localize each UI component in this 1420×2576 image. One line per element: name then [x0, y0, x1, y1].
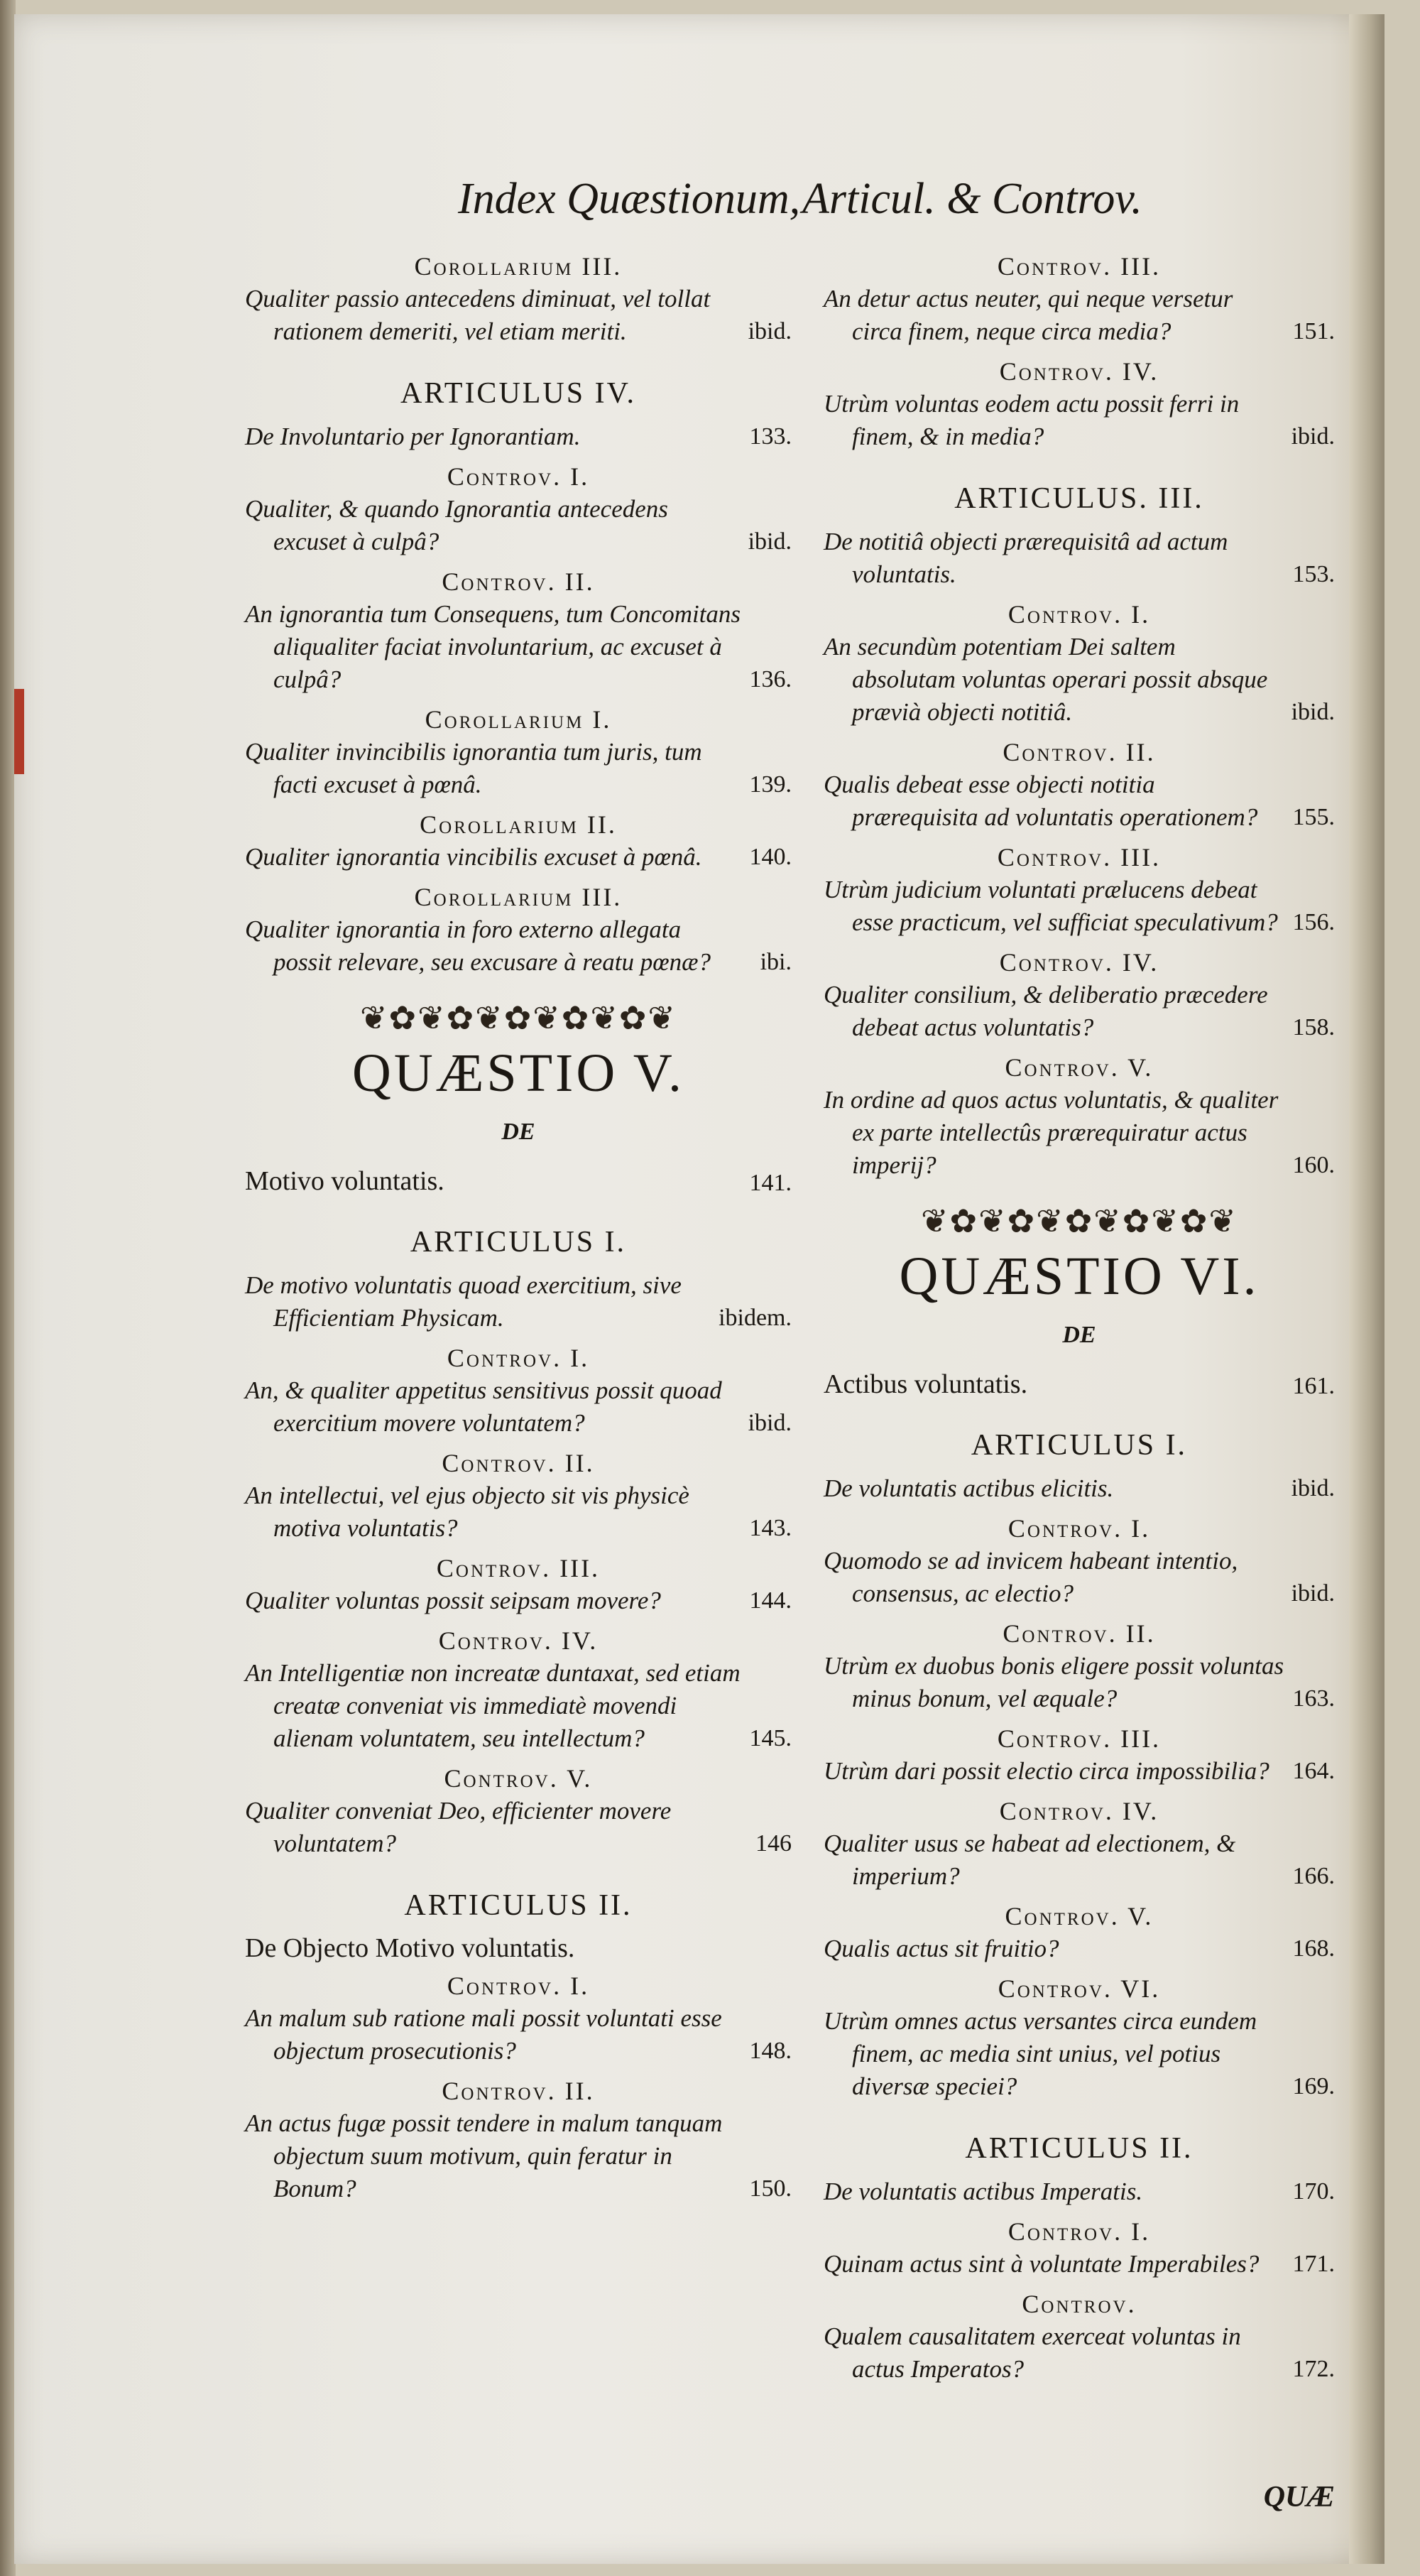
entry-text: Utrùm omnes actus versantes circa eundem finem, ac media sint unius, vel potius diversæ speciei? — [824, 2007, 1257, 2100]
entry-text: An Intelligentiæ non increatæ duntaxat, sed etiam creatæ conveniat vis immediatè movendi alienam voluntatem, seu intellectum? — [245, 1659, 741, 1752]
index-entry — [245, 493, 792, 558]
page-reference: 140. — [749, 844, 792, 870]
entry-text: Utrùm dari possit electio circa impossibilia? — [824, 1757, 1269, 1785]
section-heading: Controv. I. — [447, 1344, 590, 1372]
section-heading: Controv. V. — [1005, 1902, 1154, 1930]
entry-text: An intellectui, vel ejus objecto sit vis physicè motiva voluntatis? — [245, 1482, 689, 1542]
entry-text: An actus fugæ possit tendere in malum tanquam objectum suum motivum, quin feratur in Bonum? — [245, 2109, 723, 2202]
page-reference: 156. — [1292, 909, 1335, 935]
entry-text: Qualiter ignorantia vincibilis excuset à pœnâ. — [245, 843, 702, 871]
section-heading: Controv. IV. — [999, 357, 1159, 386]
section-heading: Controv. II. — [1003, 1619, 1156, 1648]
page-reference: 150. — [749, 2175, 792, 2202]
section-heading: Controv. V. — [444, 1764, 593, 1793]
catchword: QUÆ — [1263, 2481, 1335, 2513]
entry-text: Qualiter voluntas possit seipsam movere? — [245, 1587, 661, 1614]
page-reference: 169. — [1292, 2073, 1335, 2099]
section-heading: Controv. II. — [442, 567, 595, 596]
article-heading: ARTICULUS I. — [410, 1226, 627, 1259]
index-entry — [824, 2005, 1335, 2103]
page-reference: ibid. — [748, 1410, 792, 1436]
entry-text: An detur actus neuter, qui neque versetur circa finem, neque circa media? — [824, 285, 1233, 345]
entry-text: Qualiter ignorantia in foro externo allegata possit relevare, seu excusare à reatu pœnæ? — [245, 915, 711, 976]
entry-text: Qualiter usus se habeat ad electionem, & imperium? — [824, 1830, 1236, 1890]
page-reference: ibi. — [760, 949, 792, 975]
entry-text: De Objecto Motivo voluntatis. — [245, 1933, 575, 1963]
index-entry — [245, 1269, 792, 1335]
section-heading: Controv. II. — [1003, 738, 1156, 766]
index-entry — [245, 736, 792, 801]
index-entry — [245, 598, 792, 696]
page-reference: 144. — [749, 1587, 792, 1614]
page-reference: 170. — [1292, 2178, 1335, 2205]
section-heading: Corollarium I. — [425, 705, 612, 734]
index-entry — [824, 1650, 1335, 1715]
entry-text: De Involuntario per Ignorantiam. — [245, 423, 581, 450]
index-entry — [824, 526, 1335, 591]
ornament-divider: ❦✿❦✿❦✿❦✿❦✿❦ — [921, 1203, 1238, 1239]
entry-text: De voluntatis actibus elicitis. — [824, 1474, 1114, 1502]
entry-text: De voluntatis actibus Imperatis. — [824, 2178, 1143, 2205]
page-tab-marker — [14, 689, 24, 774]
page-reference: 151. — [1292, 318, 1335, 344]
section-heading: Controv. III. — [997, 843, 1162, 871]
index-entry — [245, 283, 792, 348]
page-reference: 164. — [1292, 1758, 1335, 1784]
page-reference: 153. — [1292, 561, 1335, 587]
page-reference: 141. — [749, 1170, 792, 1196]
entry-text: Qualiter invincibilis ignorantia tum juris, tum facti excuset à pœnâ. — [245, 738, 702, 798]
book-binding — [0, 0, 16, 2576]
question-topic — [245, 1933, 792, 1964]
question-topic — [245, 1165, 792, 1197]
page-edge — [1349, 14, 1384, 2564]
page-reference: 136. — [749, 666, 792, 692]
entry-text: Qualiter conveniat Deo, efficienter movere voluntatem? — [245, 1797, 672, 1857]
entry-text: An secundùm potentiam Dei saltem absolutam voluntas operari possit absque prævià objecti notitiâ. — [824, 633, 1268, 726]
entry-text: Utrùm judicium voluntati prælucens debeat esse practicum, vel sufficiat speculativum? — [824, 876, 1278, 936]
index-entry — [245, 1374, 792, 1440]
index-entry — [245, 913, 792, 979]
section-heading: Controv. III. — [436, 1554, 601, 1582]
index-entry — [824, 2175, 1335, 2208]
section-heading: Controv. III. — [997, 1724, 1162, 1753]
index-entry — [824, 388, 1335, 453]
index-entry — [245, 1585, 792, 1617]
page-reference: 160. — [1292, 1152, 1335, 1178]
page-reference: 133. — [749, 423, 792, 450]
entry-text: Utrùm voluntas eodem actu possit ferri in finem, & in media? — [824, 390, 1240, 450]
running-header-right: Articul. & Controv. — [802, 175, 1142, 223]
section-heading: Corollarium II. — [420, 810, 617, 839]
page-reference: ibid. — [748, 528, 792, 555]
index-entry — [824, 1755, 1335, 1788]
entry-text: Qualiter passio antecedens diminuat, vel tollat rationem demeriti, vel etiam meriti. — [245, 285, 711, 345]
page-reference: 168. — [1292, 1935, 1335, 1962]
page-reference: ibid. — [1291, 1475, 1335, 1501]
left-column — [245, 249, 792, 2214]
entry-text: Quinam actus sint à voluntate Imperabiles? — [824, 2250, 1260, 2278]
entry-text: An ignorantia tum Consequens, tum Concomitans aliqualiter faciat involuntarium, ac excuset à culpâ? — [245, 600, 741, 693]
index-entry — [824, 283, 1335, 348]
entry-text: Utrùm ex duobus bonis eligere possit voluntas minus bonum, vel æquale? — [824, 1652, 1284, 1712]
section-heading: Controv. I. — [1007, 600, 1151, 629]
entry-text: Qualiter consilium, & deliberatio præcedere debeat actus voluntatis? — [824, 981, 1268, 1041]
page-reference: 146 — [755, 1830, 792, 1857]
index-entry — [245, 2107, 792, 2205]
index-entry — [824, 1545, 1335, 1610]
page-reference: 148. — [749, 2038, 792, 2064]
ornament-divider: ❦✿❦✿❦✿❦✿❦✿❦ — [360, 1000, 677, 1036]
index-entry — [824, 979, 1335, 1044]
section-heading: Controv. — [1022, 2290, 1137, 2318]
question-title: QUÆSTIO VI. — [899, 1246, 1260, 1306]
entry-text: Qualiter, & quando Ignorantia antecedens excuset à culpâ? — [245, 495, 668, 555]
index-entry — [824, 2248, 1335, 2281]
index-entry — [245, 841, 792, 874]
section-heading: Controv. I. — [1007, 2217, 1151, 2246]
entry-text: An, & qualiter appetitus sensitivus possit quoad exercitium movere voluntatem? — [245, 1376, 722, 1437]
index-entry — [824, 1472, 1335, 1505]
index-entry — [245, 420, 792, 453]
page-reference: 143. — [749, 1515, 792, 1541]
section-heading: Controv. IV. — [999, 948, 1159, 977]
page-reference: ibid. — [1291, 699, 1335, 725]
book-page — [14, 14, 1384, 2564]
section-heading: Controv. I. — [1007, 1514, 1151, 1543]
question-topic — [824, 1369, 1335, 1400]
entry-text: An malum sub ratione mali possit voluntati esse objectum prosecutionis? — [245, 2004, 722, 2065]
page-reference: ibid. — [1291, 423, 1335, 450]
entry-text: Qualis debeat esse objecti notitia prærequisita ad voluntatis operationem? — [824, 771, 1258, 831]
section-heading: Controv. IV. — [438, 1626, 599, 1655]
entry-text: In ordine ad quos actus voluntatis, & qualiter ex parte intellectûs prærequiratur actus imperij? — [824, 1086, 1279, 1179]
index-entry — [824, 768, 1335, 834]
de-label: DE — [501, 1119, 535, 1145]
question-title: QUÆSTIO V. — [352, 1043, 684, 1103]
article-heading: ARTICULUS I. — [971, 1429, 1188, 1462]
entry-text: Actibus voluntatis. — [824, 1369, 1028, 1399]
index-entry — [245, 2002, 792, 2067]
section-heading: Controv. II. — [442, 1449, 595, 1477]
entry-text: Quomodo se ad invicem habeant intentio, consensus, ac electio? — [824, 1547, 1238, 1607]
article-heading: ARTICULUS II. — [404, 1889, 633, 1922]
section-heading: Controv. I. — [447, 462, 590, 491]
page-reference: ibid. — [1291, 1580, 1335, 1607]
article-heading: ARTICULUS II. — [965, 2132, 1194, 2165]
entry-text: De notitiâ objecti prærequisitâ ad actum voluntatis. — [824, 528, 1228, 588]
index-entry — [824, 1084, 1335, 1182]
section-heading: Controv. VI. — [998, 1974, 1161, 2003]
index-entry — [245, 1479, 792, 1545]
entry-text: Qualem causalitatem exerceat voluntas in actus Imperatos? — [824, 2322, 1241, 2383]
page-reference: 139. — [749, 771, 792, 798]
index-entry — [824, 1827, 1335, 1893]
article-heading: ARTICULUS. III. — [954, 482, 1204, 515]
page-reference: 145. — [749, 1725, 792, 1751]
page-reference: 172. — [1292, 2356, 1335, 2382]
page-reference: 171. — [1292, 2251, 1335, 2277]
page-reference: ibidem. — [719, 1305, 792, 1331]
index-entry — [824, 631, 1335, 729]
section-heading: Controv. I. — [447, 1972, 590, 2000]
page-reference: 155. — [1292, 804, 1335, 830]
entry-text: Motivo voluntatis. — [245, 1166, 444, 1196]
section-heading: Controv. V. — [1005, 1053, 1154, 1082]
running-header-left: Index Quæstionum, — [458, 175, 801, 223]
right-column — [824, 249, 1335, 2513]
section-heading: Controv. II. — [442, 2077, 595, 2105]
entry-text: De motivo voluntatis quoad exercitium, sive Efficientiam Physicam. — [245, 1271, 682, 1332]
article-heading: ARTICULUS IV. — [400, 377, 637, 410]
section-heading: Controv. IV. — [999, 1797, 1159, 1825]
index-entry — [824, 1933, 1335, 1965]
page-reference: 158. — [1292, 1014, 1335, 1040]
index-entry — [245, 1795, 792, 1860]
index-entry — [824, 2320, 1335, 2386]
page-reference: 161. — [1292, 1373, 1335, 1399]
entry-text: Qualis actus sit fruitio? — [824, 1935, 1059, 1962]
section-heading: Corollarium III. — [414, 252, 623, 281]
page-reference: 163. — [1292, 1685, 1335, 1712]
page-reference: 166. — [1292, 1863, 1335, 1889]
index-entry — [245, 1657, 792, 1755]
de-label: DE — [1062, 1322, 1096, 1348]
index-entry — [824, 874, 1335, 939]
section-heading: Controv. III. — [997, 252, 1162, 281]
page-reference: ibid. — [748, 318, 792, 344]
section-heading: Corollarium III. — [414, 883, 623, 911]
